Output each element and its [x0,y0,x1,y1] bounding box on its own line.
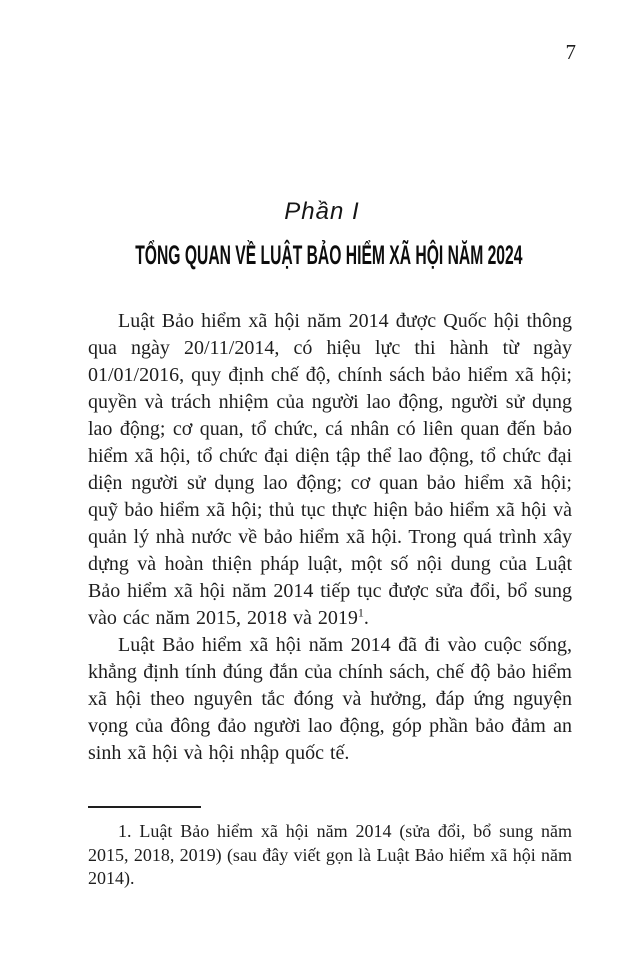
paragraph-1-text: Luật Bảo hiểm xã hội năm 2014 được Quốc hội thông qua ngày 20/11/2014, có hiệu lực thi hành từ ngày 01/01/2016, quy định chế độ, chính sách bảo hiểm xã hội; quyền và trách nhiệm của người lao động, người sử dụng lao động; cơ quan, tổ chức, cá nhân có liên quan đến bảo hiểm xã hội, tổ chức đại diện tập thể lao động, tổ chức đại diện người sử dụng lao động; cơ quan bảo hiểm xã hội; quỹ bảo hiểm xã hội; thủ tục thực hiện bảo hiểm xã hội và quản lý nhà nước về bảo hiểm xã hội. Trong quá trình xây dựng và hoàn thiện pháp luật, một số nội dung của Luật Bảo hiểm xã hội năm 2014 tiếp tục được sửa đổi, bổ sung vào các năm 2015, 2018 và 2019 [88,310,572,629]
page-number: 7 [565,40,576,64]
paragraph-2: Luật Bảo hiểm xã hội năm 2014 đã đi vào cuộc sống, khẳng định tính đúng đắn của chính sách, chế độ bảo hiểm xã hội theo nguyên tắc đóng và hưởng, đáp ứng nguyện vọng của đông đảo người lao động, góp phần bảo đảm an sinh xã hội và hội nhập quốc tế. [88,634,572,764]
body-text [88,308,572,767]
paragraph-1 [88,308,572,632]
chapter-title: TỔNG QUAN VỀ LUẬT BẢO HIỂM XÃ HỘI NĂM 2024 [135,240,523,270]
footnote-separator-rule [88,806,201,808]
footnote-ref-marker: 1 [357,605,364,620]
footnote-section [88,806,572,891]
footnote-text: 1. Luật Bảo hiểm xã hội năm 2014 (sửa đổi, bổ sung năm 2015, 2018, 2019) (sau đây viết gọn là Luật Bảo hiểm xã hội năm 2014). [88,821,572,888]
paragraph-1-tail: . [363,607,369,629]
part-label: Phần I [284,198,360,225]
